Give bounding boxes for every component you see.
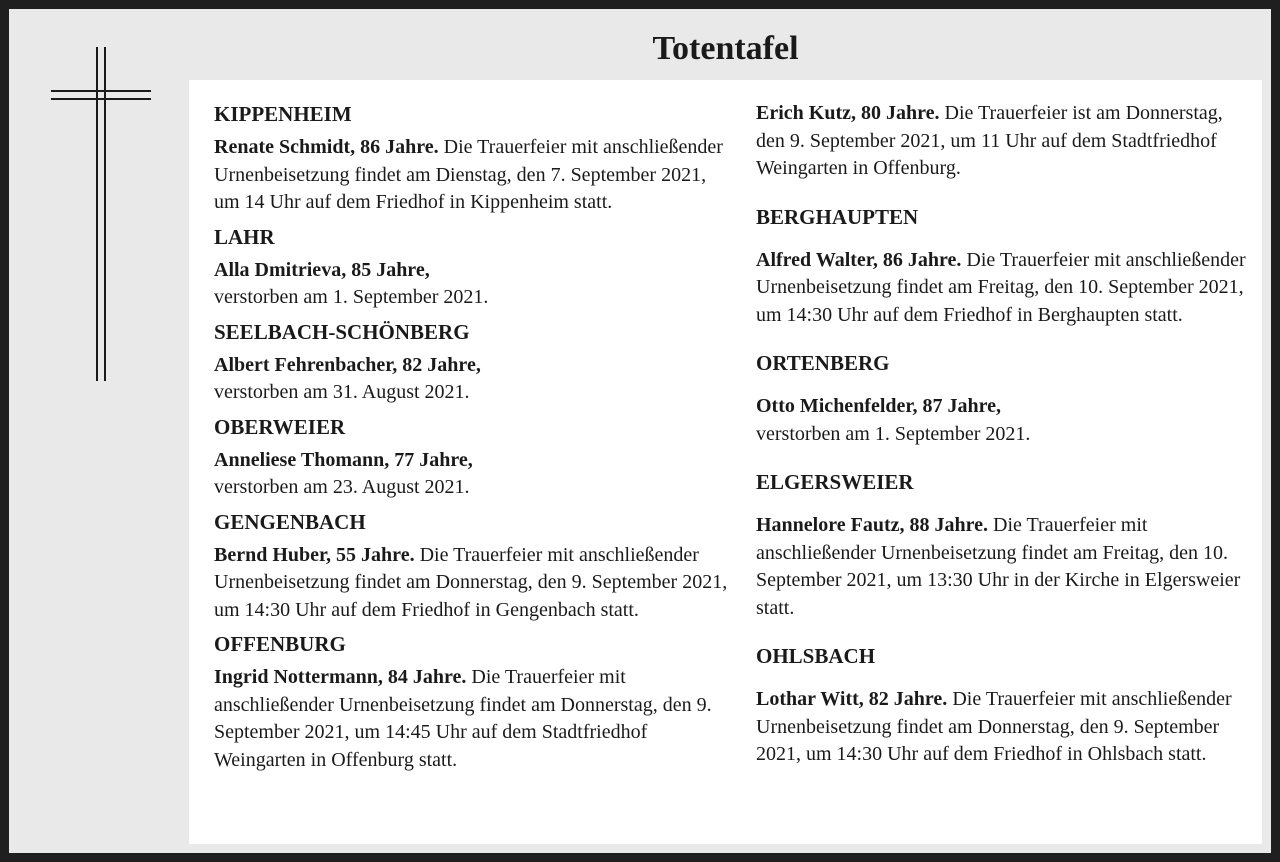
cross-icon xyxy=(49,47,153,381)
place-heading: KIPPENHEIM xyxy=(214,102,352,126)
place-heading: GENGENBACH xyxy=(214,509,366,534)
person-name: Hannelore Fautz, 88 Jahre. xyxy=(756,514,989,536)
person-name: Renate Schmidt, 86 Jahre. xyxy=(214,136,439,158)
person-name: Bernd Huber, 55 Jahre. xyxy=(214,543,415,566)
obituary-entry xyxy=(214,630,734,774)
obituary-text xyxy=(214,257,734,312)
right-column xyxy=(756,100,1256,775)
obituary-text xyxy=(214,447,734,502)
obituary-entry xyxy=(756,642,1256,769)
obituary-entry xyxy=(756,100,1256,183)
person-name: Albert Fehrenbacher, 82 Jahre, xyxy=(214,353,481,376)
person-name: Alla Dmitrieva, 85 Jahre, xyxy=(214,258,430,281)
obituary-text xyxy=(214,134,734,217)
obituary-entry xyxy=(214,508,734,625)
obituary-text xyxy=(214,352,734,407)
ceremony-details: Die Trauerfeier mit anschließender Urnenbeisetzung findet am Dienstag, den 7. September 2021, um 14 Uhr auf dem Friedhof in Kippenheim statt. xyxy=(214,136,723,213)
obituary-text xyxy=(756,512,1256,622)
place-heading: LAHR xyxy=(214,224,275,249)
obituary-text xyxy=(756,100,1256,183)
obituary-entry xyxy=(214,413,734,502)
obituary-content xyxy=(189,80,1262,844)
obituary-text xyxy=(214,542,734,625)
person-name: Alfred Walter, 86 Jahre. xyxy=(756,248,962,271)
ceremony-details: Die Trauerfeier mit anschließender Urnenbeisetzung findet am Freitag, den 10. September 2021, um 14:30 Uhr auf dem Friedhof in Berghaupten statt. xyxy=(756,248,1246,326)
ceremony-details: Die Trauerfeier mit anschließender Urnenbeisetzung findet am Donnerstag, den 9. September 2021, um 14:30 Uhr auf dem Friedhof in Gengenbach statt. xyxy=(214,543,728,621)
place-heading: OBERWEIER xyxy=(214,414,346,439)
ceremony-details: Die Trauerfeier ist am Donnerstag, den 9. September 2021, um 11 Uhr auf dem Stadtfriedhof Weingarten in Offenburg. xyxy=(756,102,1223,179)
page-title: Totentafel xyxy=(652,30,799,67)
obituary-text xyxy=(756,393,1256,448)
place-heading: BERGHAUPTEN xyxy=(756,204,919,229)
obituary-entry xyxy=(756,468,1256,622)
person-name: Otto Michenfelder, 87 Jahre, xyxy=(756,395,1001,417)
place-heading: ELGERSWEIER xyxy=(756,470,914,494)
obituary-entry xyxy=(756,203,1256,330)
person-name: Lothar Witt, 82 Jahre. xyxy=(756,688,948,710)
ceremony-details: verstorben am 31. August 2021. xyxy=(214,381,470,403)
person-name: Ingrid Nottermann, 84 Jahre. xyxy=(214,666,467,688)
obituary-entry xyxy=(214,223,734,312)
place-heading: ORTENBERG xyxy=(756,351,890,375)
ceremony-details: Die Trauerfeier mit anschließender Urnenbeisetzung findet am Donnerstag, den 9. September 2021, um 14:30 Uhr auf dem Friedhof in Ohlsbach statt. xyxy=(756,688,1232,765)
ceremony-details: verstorben am 1. September 2021. xyxy=(756,422,1031,445)
obituary-entry xyxy=(756,349,1256,448)
obituary-entry xyxy=(214,100,734,217)
person-name: Anneliese Thomann, 77 Jahre, xyxy=(214,448,473,471)
person-name: Erich Kutz, 80 Jahre. xyxy=(756,102,940,124)
obituary-text xyxy=(214,664,734,774)
obituary-text xyxy=(756,247,1256,330)
obituary-entry xyxy=(214,318,734,407)
obituary-text xyxy=(756,686,1256,769)
ceremony-details: verstorben am 23. August 2021. xyxy=(214,476,470,498)
place-heading: SEELBACH-SCHÖNBERG xyxy=(214,319,470,344)
ceremony-details: verstorben am 1. September 2021. xyxy=(214,286,489,308)
left-column xyxy=(214,100,734,780)
ceremony-details: Die Trauerfeier mit anschließender Urnenbeisetzung findet am Donnerstag, den 9. September 2021, um 14:45 Uhr auf dem Stadtfriedhof Weingarten in Offenburg statt. xyxy=(214,666,712,771)
ceremony-details: Die Trauerfeier mit anschließender Urnenbeisetzung findet am Freitag, den 10. September 2021, um 13:30 Uhr in der Kirche in Elgersweier statt. xyxy=(756,514,1241,619)
place-heading: OHLSBACH xyxy=(756,644,876,668)
place-heading: OFFENBURG xyxy=(214,632,346,656)
